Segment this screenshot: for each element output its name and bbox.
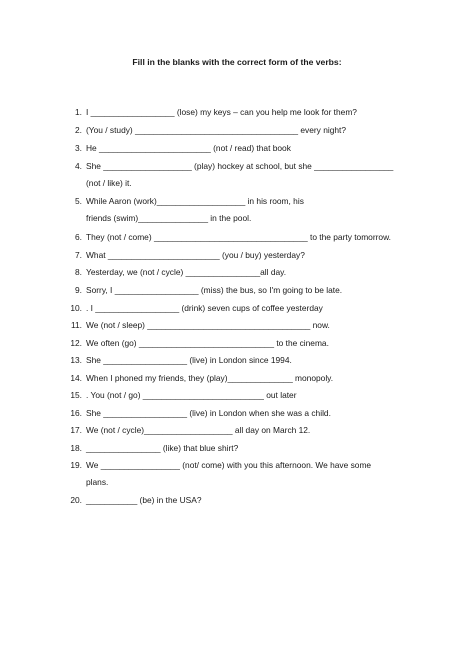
item-text: What ________________________ (you / buy) yesterday? [86,250,305,260]
item-number: 13. [70,355,82,365]
item-number: 20. [70,495,82,505]
item-text: She __________________ (live) in London since 1994. [86,355,292,365]
item-number: 6. [75,232,82,242]
exercise-item-5 [75,195,426,224]
item-text: We (not / cycle)___________________ all day on March 12. [86,425,311,435]
item-number: 12. [70,338,82,348]
item-number: 1. [75,107,82,117]
exercise-item-8 [75,266,426,278]
exercise-item-2 [75,124,426,136]
item-text: (You / study) ___________________________________ every night? [86,125,347,135]
item-text: When I phoned my friends, they (play)______________ monopoly. [86,373,334,383]
item-number: 10. [70,303,82,313]
item-text: ___________ (be) in the USA? [86,495,202,505]
item-number: 18. [70,443,82,453]
item-number: 3. [75,143,82,153]
exercise-item-4 [75,160,426,189]
item-text: She __________________ (live) in London when she was a child. [86,408,331,418]
item-number: 19. [70,460,82,470]
exercise-item-16 [70,407,426,419]
item-text: . I __________________ (drink) seven cups of coffee yesterday [86,303,323,313]
exercise-item-1 [75,106,426,118]
exercise-item-10 [70,302,426,314]
item-text-continued: plans. [86,477,109,487]
exercise-item-3 [75,142,426,154]
item-text: We (not / sleep) ___________________________________ now. [86,320,330,330]
item-number: 9. [75,285,82,295]
item-number: 11. [70,320,82,330]
exercise-item-9 [75,284,426,296]
item-number: 17. [70,425,82,435]
item-text: While Aaron (work)___________________ in his room, his [86,196,304,206]
item-text-continued: friends (swim)_______________ in the pool. [86,213,252,223]
item-text: She ___________________ (play) hockey at school, but she _________________ [86,161,394,171]
exercise-item-17 [70,424,426,436]
item-number: 2. [75,125,82,135]
exercise-item-12 [70,337,426,349]
item-number: 5. [75,196,82,206]
item-text: We often (go) _____________________________ to the cinema. [86,338,329,348]
exercise-item-18 [70,442,426,454]
item-text: I __________________ (lose) my keys – can you help me look for them? [86,107,357,117]
worksheet-title: Fill in the blanks with the correct form of the verbs: [132,57,342,67]
exercise-item-13 [70,354,426,366]
exercise-item-14 [70,372,426,384]
item-number: 7. [75,250,82,260]
item-text: We _________________ (not/ come) with you this afternoon. We have some [86,460,372,470]
item-text: He ________________________ (not / read) that book [86,143,291,153]
item-text-continued: (not / like) it. [86,178,132,188]
item-text: They (not / come) _________________________________ to the party tomorrow. [86,232,391,242]
exercise-item-6 [75,231,426,243]
exercise-item-7 [75,249,426,261]
item-number: 4. [75,161,82,171]
exercise-item-20 [70,494,426,506]
item-number: 14. [70,373,82,383]
item-number: 16. [70,408,82,418]
item-number: 15. [70,390,82,400]
exercise-item-19 [70,459,426,488]
item-text: Yesterday, we (not / cycle) ________________all day. [86,267,287,277]
exercise-item-15 [70,389,426,401]
item-text: ________________ (like) that blue shirt? [86,443,239,453]
item-number: 8. [75,267,82,277]
item-text: . You (not / go) __________________________ out later [86,390,297,400]
exercise-item-11 [70,319,426,331]
item-text: Sorry, I __________________ (miss) the bus, so I'm going to be late. [86,285,343,295]
